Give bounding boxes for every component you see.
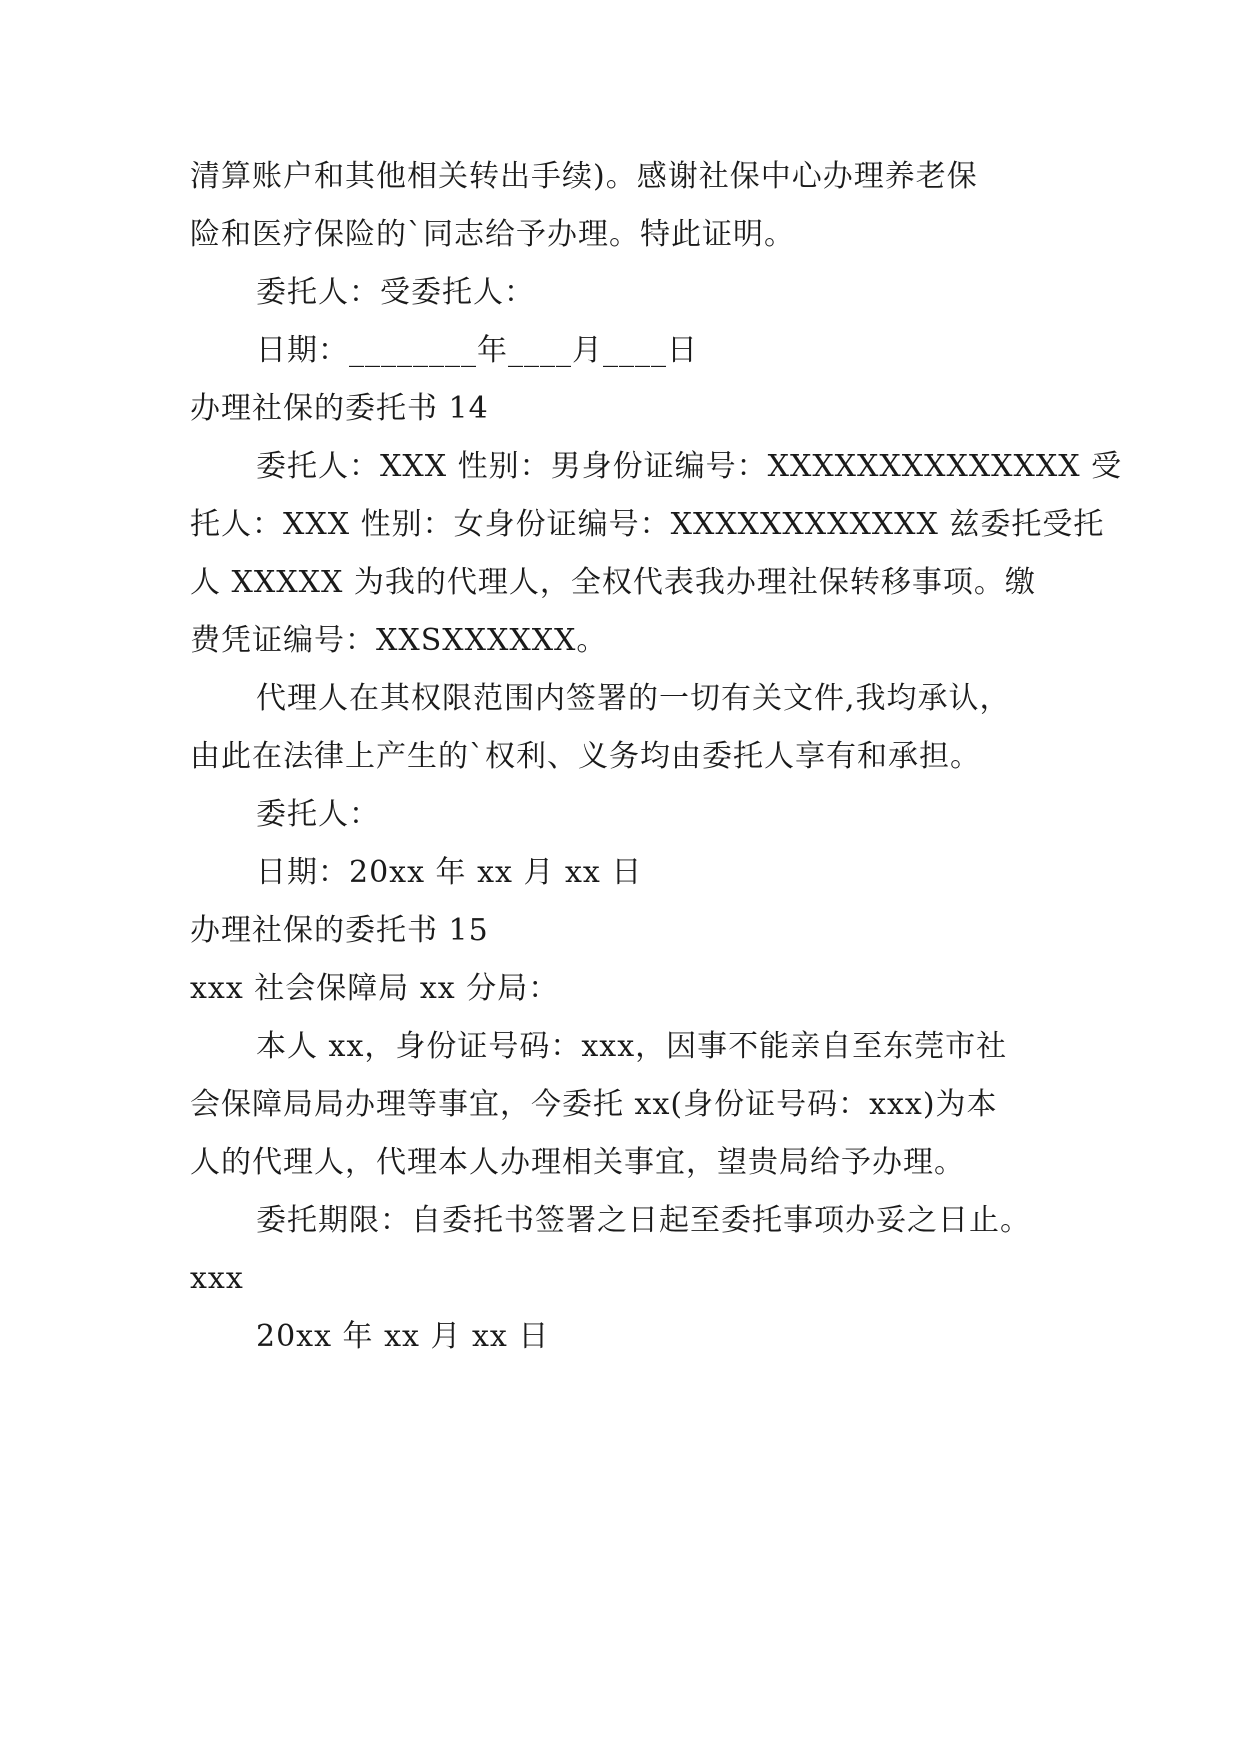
date-line: 日期：________年____月____日 bbox=[256, 333, 698, 368]
signature-line: 委托人： bbox=[256, 797, 380, 832]
paragraph-line: 会保障局局办理等事宜，今委托 xx(身份证号码：xxx)为本 bbox=[190, 1087, 998, 1122]
paragraph-line: 费凭证编号：XXSXXXXXX。 bbox=[190, 623, 608, 658]
paragraph-line: 代理人在其权限范围内签署的一切有关文件,我均承认， bbox=[256, 681, 1011, 716]
paragraph-line: 本人 xx，身份证号码：xxx，因事不能亲自至东莞市社 bbox=[256, 1029, 1008, 1064]
paragraph-line: 委托人：XXX 性别：男身份证编号：XXXXXXXXXXXXXX 受 bbox=[256, 449, 1123, 484]
paragraph-line: 清算账户和其他相关转出手续)。感谢社保中心办理养老保 bbox=[190, 159, 978, 194]
date-line: 日期：20xx 年 xx 月 xx 日 bbox=[256, 855, 643, 890]
paragraph-line: 委托期限：自委托书签署之日起至委托事项办妥之日止。 bbox=[256, 1203, 1031, 1238]
paragraph-line: 险和医疗保险的`同志给予办理。特此证明。 bbox=[190, 217, 795, 252]
document-page bbox=[190, 148, 1123, 1366]
date-line: 20xx 年 xx 月 xx 日 bbox=[256, 1319, 550, 1354]
paragraph-line: 托人：XXX 性别：女身份证编号：XXXXXXXXXXXX 兹委托受托 bbox=[190, 507, 1105, 542]
section-heading-15: 办理社保的委托书 15 bbox=[190, 913, 489, 948]
paragraph-line: 人 XXXXX 为我的代理人，全权代表我办理社保转移事项。缴 bbox=[190, 565, 1036, 600]
addressee-line: xxx 社会保障局 xx 分局： bbox=[190, 971, 560, 1006]
section-heading-14: 办理社保的委托书 14 bbox=[190, 391, 489, 426]
signature-line: xxx bbox=[190, 1261, 244, 1296]
paragraph-line: 由此在法律上产生的`权利、义务均由委托人享有和承担。 bbox=[190, 739, 981, 774]
signature-line: 委托人：受委托人： bbox=[256, 275, 535, 310]
paragraph-line: 人的代理人，代理本人办理相关事宜，望贵局给予办理。 bbox=[190, 1145, 965, 1180]
